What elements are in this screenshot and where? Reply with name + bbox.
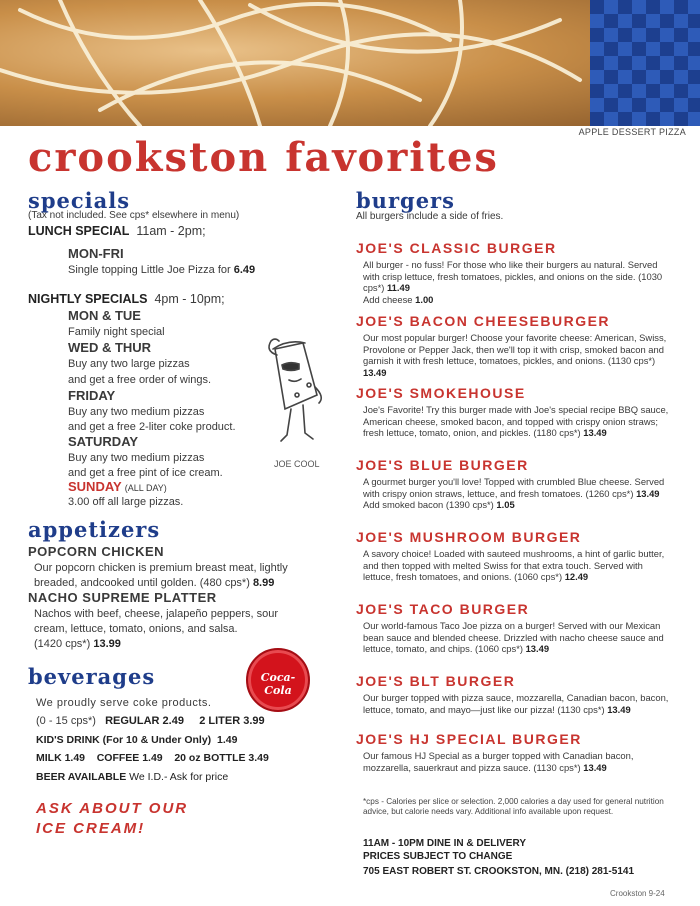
- popcorn-chicken-line1: Our popcorn chicken is premium breast meat, lightly: [34, 562, 288, 574]
- ask-ice-cream-line2: ICE CREAM!: [36, 820, 146, 837]
- nacho-platter-line2: cream, lettuce, tomato, onions, and salsa.: [34, 623, 238, 635]
- saturday-label: SATURDAY: [68, 434, 139, 449]
- saturday-desc1: Buy any two medium pizzas: [68, 452, 205, 464]
- burger-extra: Add smoked bacon (1390 cps*): [363, 499, 494, 511]
- appetizers-heading: appetizers: [28, 517, 161, 542]
- burger-price: 13.49: [607, 703, 631, 715]
- sunday-desc: 3.00 off all large pizzas.: [68, 496, 184, 508]
- burger-desc-text: All burger - no fuss! For those who like their burgers au natural. Served with crisp lettuce, fresh tomatoes, pickles, and onions on the side. (1030 cps*): [363, 259, 663, 294]
- burger-desc-text: Our burger topped with pizza sauce, mozzarella, Canadian bacon, bacon, lettuce, tomato, and mayo—just like our pizza! (1130 cps*): [363, 692, 669, 715]
- coca-cola-logo: [246, 648, 310, 712]
- monfri-label: MON-FRI: [68, 246, 124, 261]
- burger-price: 12.49: [564, 571, 589, 583]
- burger-extra-price: 1.00: [415, 293, 434, 305]
- coffee-price: COFFEE 1.49: [96, 752, 163, 764]
- burger-name: JOE'S TACO BURGER: [356, 601, 530, 617]
- monfri-price: 6.49: [233, 264, 256, 276]
- burger-price: 13.49: [583, 427, 607, 439]
- beverages-heading: beverages: [28, 664, 156, 689]
- burger-desc-text: A savory choice! Loaded with sauteed mushrooms, a hint of garlic butter, and then topped with melted Swiss for that extra touch. Served with lettuce, fresh tomatoes, and onions. (1060 cps*): [363, 548, 665, 583]
- kids-drink-label: KID'S DRINK (For 10 & Under Only): [36, 734, 212, 746]
- blue-pattern: [590, 0, 700, 126]
- mascot-caption: JOE COOL: [274, 459, 320, 469]
- montue-label: MON & TUE: [68, 308, 141, 323]
- burger-name: JOE'S BACON CHEESEBURGER: [356, 313, 611, 329]
- beer-note: We I.D.- Ask for price: [129, 771, 229, 783]
- burger-desc-text: Joe's Favorite! Try this burger made with Joe's special recipe BBQ sauce, American cheese, smoked bacon, and topped with crispy onion straws; fresh lettuce, tomato, onion, and pickles. (1180 cps*): [363, 404, 669, 439]
- nacho-platter-name: NACHO SUPREME PLATTER: [28, 590, 217, 605]
- nightly-hours: 4pm - 10pm;: [154, 292, 225, 306]
- burger-desc: [363, 548, 675, 583]
- nacho-platter-line1: Nachos with beef, cheese, jalapeño peppers, sour: [34, 608, 278, 620]
- cps-note: *cps - Calories per slice or selection. 2,000 calories a day used for general nutrition advice, but calorie needs vary. Additional info available upon request.: [363, 797, 664, 816]
- liter-price: 2 LITER 3.99: [199, 715, 265, 727]
- beverages-intro: We proudly serve coke products.: [36, 697, 212, 709]
- burger-desc: [363, 259, 675, 305]
- nacho-platter-price: 13.99: [93, 638, 121, 650]
- hero-caption: APPLE DESSERT PIZZA: [578, 127, 686, 137]
- kids-drink: [36, 734, 237, 746]
- burger-price: 13.49: [525, 643, 550, 655]
- friday-desc1: Buy any two medium pizzas: [68, 406, 205, 418]
- friday-label: FRIDAY: [68, 388, 116, 403]
- footer-code: Crookston 9-24: [610, 889, 665, 898]
- burger-name: JOE'S CLASSIC BURGER: [356, 240, 557, 256]
- beverages-cps: (0 - 15 cps*): [36, 715, 96, 727]
- lunch-special: [28, 224, 206, 238]
- burger-price: 13.49: [363, 366, 387, 378]
- burger-name: JOE'S HJ SPECIAL BURGER: [356, 731, 582, 747]
- burgers-note: All burgers include a side of fries.: [356, 211, 504, 222]
- popcorn-chicken-price: 8.99: [252, 577, 275, 589]
- burger-desc: [363, 404, 675, 439]
- burger-name: JOE'S BLT BURGER: [356, 673, 516, 689]
- popcorn-chicken-line2: [34, 577, 274, 589]
- kids-drink-price: 1.49: [217, 734, 238, 746]
- burger-desc: [363, 332, 675, 378]
- burgers-heading: burgers: [356, 188, 455, 213]
- hero-pizza-image: [0, 0, 700, 126]
- beverages-row1: [36, 715, 265, 727]
- wedthu-desc1: Buy any two large pizzas: [68, 358, 190, 370]
- burger-price: 13.49: [583, 761, 607, 773]
- burger-desc: [363, 692, 675, 715]
- burger-desc-text: Our most popular burger! Choose your favorite cheese: American, Swiss, Provolone or Pepper Jack, then we'll top it with crisp, smoked bacon and garnish it with fresh lettuce, tomatoes, pickles, and onions. (1130 cps*): [363, 332, 667, 367]
- nacho-platter-line3: [34, 638, 121, 650]
- burger-desc-text: Our famous HJ Special as a burger topped with Canadian bacon, mozzarella, sauerkraut and pizza sauce. (1130 cps*): [363, 750, 634, 773]
- beer-row: [36, 771, 228, 783]
- joe-cool-mascot-icon: [255, 335, 335, 455]
- nightly-label: NIGHTLY SPECIALS: [28, 292, 148, 306]
- tax-note: (Tax not included. See cps* elsewhere in menu): [28, 210, 240, 221]
- burger-name: JOE'S MUSHROOM BURGER: [356, 529, 582, 545]
- coca-cola-logo-text: Coca-Cola: [260, 671, 296, 697]
- sunday-label-row: [68, 479, 167, 494]
- friday-desc2: and get a free 2-liter coke product.: [68, 421, 236, 433]
- lunch-hours: 11am - 2pm;: [136, 224, 206, 238]
- milk-price: MILK 1.49: [36, 752, 86, 764]
- burger-extra-price: 1.05: [496, 499, 515, 511]
- monfri-desc: [68, 264, 255, 276]
- burger-desc: [363, 476, 675, 511]
- popcorn-chicken-desc: breaded, andcooked until golden. (480 cps*): [34, 577, 250, 589]
- burger-desc-text: Our world-famous Taco Joe pizza on a burger! Served with our Mexican bean sauce and blended cheese. Drizzled with nacho cheese sauce and lettuce, tomato, and chips. (1060 cps*): [363, 620, 664, 655]
- sunday-label: SUNDAY: [68, 479, 122, 494]
- burger-desc: [363, 750, 675, 773]
- sunday-note: (ALL DAY): [124, 483, 167, 493]
- burger-desc-text: A gourmet burger you'll love! Topped with crumbled Blue cheese. Served with crispy onion straws, lettuce, and fresh tomatoes. (1260 cps*): [363, 476, 665, 499]
- popcorn-chicken-name: POPCORN CHICKEN: [28, 544, 165, 559]
- burger-extra: Add cheese: [363, 293, 413, 305]
- specials-heading: specials: [28, 188, 131, 213]
- nacho-platter-cps: (1420 cps*): [34, 638, 91, 650]
- beer-label: BEER AVAILABLE: [36, 771, 127, 783]
- beverages-row3: [36, 752, 269, 764]
- footer-prices: PRICES SUBJECT TO CHANGE: [363, 851, 513, 862]
- wedthu-label: WED & THUR: [68, 340, 152, 355]
- burger-desc: [363, 620, 675, 655]
- monfri-text: Single topping Little Joe Pizza for: [68, 264, 231, 276]
- footer-hours: 11AM - 10PM DINE IN & DELIVERY: [363, 838, 526, 849]
- montue-desc: Family night special: [68, 326, 165, 338]
- lunch-label: LUNCH SPECIAL: [28, 224, 130, 238]
- regular-price: REGULAR 2.49: [105, 715, 184, 727]
- nightly-specials: [28, 292, 225, 306]
- page-title: crookston favorites: [28, 134, 499, 181]
- wedthu-desc2: and get a free order of wings.: [68, 374, 212, 386]
- saturday-desc2: and get a free pint of ice cream.: [68, 467, 223, 479]
- footer-address: 705 EAST ROBERT ST. CROOKSTON, MN. (218) 281-5141: [363, 866, 635, 877]
- ask-ice-cream-line1: ASK ABOUT OUR: [36, 800, 189, 817]
- burger-price: 11.49: [386, 282, 410, 294]
- burger-name: JOE'S SMOKEHOUSE: [356, 385, 526, 401]
- bottle-price: 20 oz BOTTLE 3.49: [174, 752, 269, 764]
- burger-name: JOE'S BLUE BURGER: [356, 457, 529, 473]
- burger-price: 13.49: [636, 487, 660, 499]
